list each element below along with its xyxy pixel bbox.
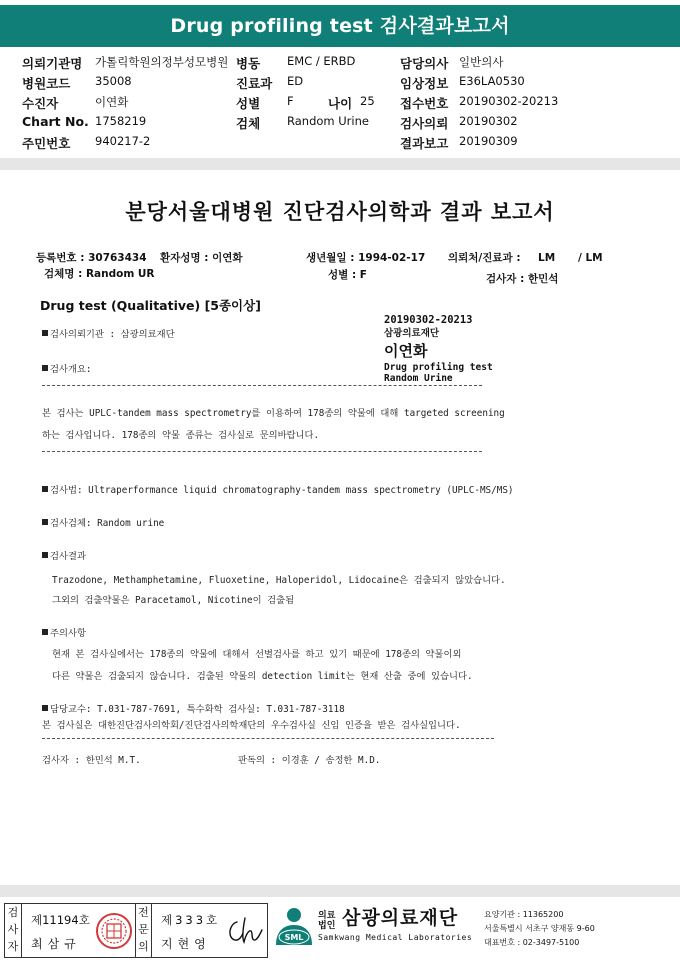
specimen-stamp [384,314,524,384]
result-line: 그외의 검출약물은 Paracetamol, Nicotine이 검출됨 [52,595,295,606]
field-label: 주민번호 [22,136,71,151]
field-value: 35008 [95,74,132,88]
info-row [0,134,680,153]
field-label: 접수번호 [400,96,449,111]
specimen-line: 검사검체: Random urine [42,515,164,529]
patient-sex: 성별 : F [328,269,367,281]
contact-line: 담당교수: T.031-787-7691, 특수화학 검사실: T.031-787-3118 [42,701,345,715]
dashed-divider [42,451,482,452]
bullet-square-icon [42,552,48,558]
org-address: 서울특별시 서초구 양재동 9-60 [484,924,595,933]
stamp-specimen: Random Urine [384,373,453,384]
field-value: 이연화 [95,95,129,109]
field-value: 940217-2 [95,134,151,148]
logo-text: SML [284,933,304,942]
method-line: 검사법: Ultraperformance liquid chromatography-tandem mass spectrometry (UPLC-MS/MS) [42,482,514,496]
specialist-name: 지현영 [161,937,211,951]
field-value: 1758219 [95,114,147,128]
stamp-reg-no: 20190302-20213 [384,314,473,326]
divider-band [0,885,680,897]
field-label: 수진자 [22,96,59,111]
stamp-test: Drug profiling test [384,362,493,373]
bullet-square-icon [42,519,48,525]
signature-icon [223,912,265,950]
field-label: 병원코드 [22,76,71,91]
facility-code: 요양기관 : 11365200 [484,910,564,919]
dashed-divider [42,738,494,739]
field-value: E36LA0530 [459,74,525,88]
field-value: Random Urine [287,114,369,128]
field-label: 검사의뢰 [400,116,449,131]
org-name: 삼광의료재단 [342,907,459,929]
examiner: 검사자 : 한민석 [486,273,559,285]
report-banner: Drug profiling test 검사결과보고서 [0,5,680,47]
field-value: 20190309 [459,134,518,148]
patient-name: 환자성명 : 이연화 [160,252,243,264]
hospital-report-title: 분당서울대병원 진단검사의학과 결과 보고서 [125,200,555,224]
caution-heading: 주의사항 [42,625,86,639]
specialist-license: 제333호 [161,913,221,927]
examiner-license: 제11194호 [31,913,90,927]
divider-band [0,158,680,170]
dashed-divider [42,385,482,386]
age-label: 나이 [328,96,353,111]
field-label: Chart No. [22,114,89,129]
age-value: 25 [360,94,375,108]
patient-reg-no: 등록번호 : 30763434 [36,252,147,264]
field-label: 의뢰기관명 [22,56,83,71]
field-label: 성별 [236,96,261,111]
org-english-name: Samkwang Medical Laboratories [318,933,473,942]
specialist-vertical-label: 전 문 의 [135,904,152,957]
specimen-name: 검체명 : Random UR [44,268,155,280]
footer [0,899,680,965]
info-row [0,54,680,73]
caution-line: 다른 약물은 검출되지 않습니다. 검출된 약물의 detection limit는 현재 산출 중에 있습니다. [52,671,473,682]
field-label: 담당의사 [400,56,449,71]
examiner-name: 최삼규 [31,937,81,951]
field-value: EMC / ERBD [287,54,356,68]
org-phone: 대표번호 : 02-3497-5100 [484,938,580,947]
field-label: 병동 [236,56,261,71]
field-label: 결과보고 [400,136,449,151]
field-value: 일반의사 [459,55,504,69]
field-label: 임상정보 [400,76,449,91]
field-label: 진료과 [236,76,273,91]
result-heading: 검사결과 [42,548,86,562]
section-title: Drug test (Qualitative) [5종이상] [40,298,261,313]
caution-line: 현재 본 검사실에서는 178종의 약물에 대해서 선별검사를 하고 있기 때문에 178종의 약물이외 [52,649,462,660]
bullet-square-icon [42,365,48,371]
org-type: 의료 법인 [318,911,336,931]
overview-line: 검사개요: [42,361,92,375]
description-line: 하는 검사입니다. 178종의 약물 종류는 검사실로 문의바랍니다. [42,430,320,441]
field-value: 20190302-20213 [459,94,559,108]
stamp-org: 삼광의료재단 [384,328,440,339]
bullet-square-icon [42,330,48,336]
field-value: ED [287,74,304,88]
examiner-vertical-label: 검 사 자 [5,904,22,957]
field-value: 가톨릭학원의정부성모병원 [95,55,229,69]
signature-box [4,903,268,958]
certification-line: 본 검사실은 대한진단검사의학회/진단검사의학재단의 우수검사실 신임 인증을 받은 검사실입니다. [42,720,461,731]
dept-value: / LM [578,252,603,264]
result-line: Trazodone, Methamphetamine, Fluoxetine, Haloperidol, Lidocaine은 검출되지 않았습니다. [52,575,506,586]
seal-stamp-icon [94,911,134,951]
bullet-square-icon [42,629,48,635]
field-value: 20190302 [459,114,518,128]
tester-line: 검사자 : 한민석 M.T. [42,755,141,766]
field-value: F [287,94,294,108]
sml-logo-icon [272,905,316,949]
info-row [0,94,680,113]
bullet-square-icon [42,486,48,492]
description-line: 본 검사는 UPLC-tandem mass spectrometry를 이용하여 178종의 약물에 대해 targeted screening [42,408,505,419]
stamp-name: 이연화 [384,342,428,360]
reader-line: 판독의 : 이경훈 / 송정한 M.D. [238,755,381,766]
patient-dob: 생년월일 : 1994-02-17 [306,252,426,264]
field-label: 검체 [236,116,261,131]
bullet-square-icon [42,705,48,711]
agency-line: 검사의뢰기관 : 삼광의료재단 [42,326,175,340]
info-row [0,114,680,133]
request-info-table [0,54,680,154]
info-row [0,74,680,93]
dept-label: 의뢰처/진료과 : [448,252,521,264]
dept-value: LM [538,252,556,264]
